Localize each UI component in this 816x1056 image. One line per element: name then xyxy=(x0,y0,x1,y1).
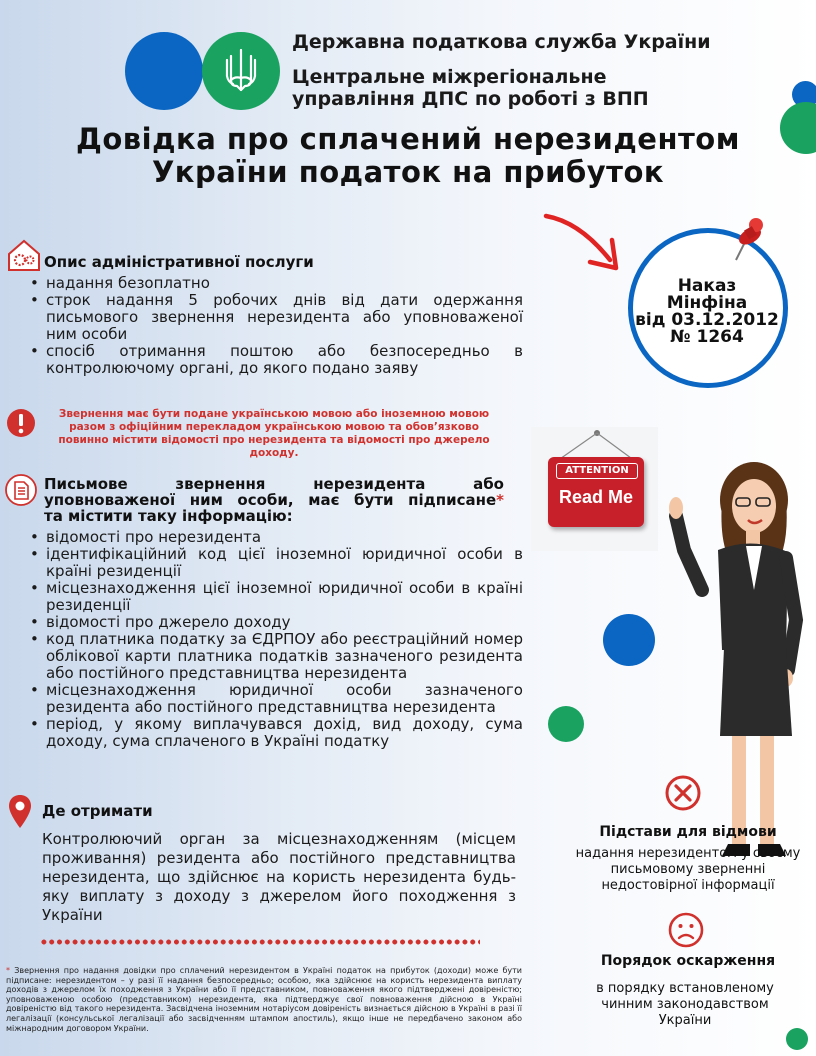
deco-blue-circle-mid xyxy=(603,614,655,666)
list-item: • відомості про джерело доходу xyxy=(46,614,523,631)
list-item: • відомості про нерезидента xyxy=(46,529,523,546)
page-title-line2: України податок на прибуток xyxy=(151,155,665,189)
footnote xyxy=(6,966,522,1033)
red-arrow-icon xyxy=(540,210,630,282)
businesswoman-illustration xyxy=(662,440,812,880)
order-line1: Наказ xyxy=(677,276,737,296)
application-heading-line1: Письмове звернення нерезидента або xyxy=(44,475,504,493)
refusal-heading: Підстави для відмови xyxy=(599,824,777,840)
gears-house-icon xyxy=(6,238,42,272)
appeal-text: в порядку встановленому чинним законодавством України xyxy=(596,981,774,1028)
list-item: • надання безоплатно xyxy=(46,275,523,292)
warning-text: Звернення має бути подане українською мовою або іноземною мовою разом з офіційним перекладом українською мовою та обов’язково повинно містити відомості про нерезидента та відомості про джерело доходу. xyxy=(58,408,490,459)
order-reference xyxy=(616,278,798,346)
cross-circle-icon xyxy=(664,774,702,812)
application-heading xyxy=(44,476,504,524)
order-line3: від 03.12.2012 xyxy=(635,310,779,330)
where-heading: Де отримати xyxy=(42,802,153,820)
read-me-label: Read Me xyxy=(558,487,634,507)
order-line4: № 1264 xyxy=(670,327,744,347)
list-item: • ідентифікаційний код цієї іноземної юридичної особи в країні резиденції xyxy=(46,546,523,580)
required-star: * xyxy=(496,491,504,509)
trident-icon xyxy=(202,32,280,110)
sad-face-icon xyxy=(668,912,704,948)
footnote-star: * xyxy=(6,966,10,975)
page-title-line1: Довідка про сплачений нерезидентом xyxy=(76,122,740,156)
service-heading: Опис адміністративної послуги xyxy=(44,253,314,271)
attention-label: ATTENTION xyxy=(556,463,638,479)
where-text: Контролюючий орган за місцезнаходженням (місцем проживання) резидента або постійного представництва нерезидента, що здійснює на користь нерезидента будь-яку виплату з доходу з джерелом його походження з України xyxy=(42,830,516,924)
logo-green-circle xyxy=(202,32,280,110)
appeal-heading: Порядок оскарження xyxy=(600,953,776,969)
refusal-text: надання нерезидентом у своєму письмовому зверненні недостовірної інформації xyxy=(575,846,801,893)
application-heading-line3: та містити таку інформацію: xyxy=(44,507,293,525)
list-item: • період, у якому виплачувався дохід, вид доходу, сума доходу, сума сплаченого в Україні податку xyxy=(46,716,523,750)
list-item: • спосіб отримання поштою або безпосередньо в контролюючому органі, до якого подано заяву xyxy=(46,343,523,377)
deco-green-circle-mid xyxy=(548,706,584,742)
document-icon xyxy=(5,474,37,506)
order-line2: Мінфіна xyxy=(666,293,748,313)
footnote-text: Звернення про надання довідки про сплачений нерезидентом в Україні податок на прибуток (доходи) може бути підписане: нерезидентом – у разі її надання безпосередньо; особою, яка здійснює на користь нерезидента виплату доходів з джерелом їх походження з України або її представником, повноваження якого підтверджені довіреністю; уповноваженою особою (представником) нерезидента, яка підтверджує свої повноваження дійсною в Україні довіреністю від такого нерезидента. Засвідчена іноземним нотаріусом довіреність визнається дійсною в Україні в разі її легалізації (консульської легалізації або засвідченням штампом апостиль), якщо інше не передбачено законом або міжнародним договором України. xyxy=(6,966,522,1033)
location-pin-icon xyxy=(8,794,32,830)
exclamation-icon xyxy=(6,408,36,438)
application-list xyxy=(26,529,523,750)
dept-name-line2: управління ДПС по роботі з ВПП xyxy=(292,88,649,110)
attention-sign-card xyxy=(531,427,658,551)
logo-blue-circle xyxy=(125,32,203,110)
deco-green-circle-bottom xyxy=(786,1028,808,1050)
attention-sign xyxy=(548,457,644,527)
dotted-divider xyxy=(40,938,480,946)
application-heading-line2: уповноваженої ним особи, має бути підписане* xyxy=(44,491,504,509)
org-name: Державна податкова служба України xyxy=(292,31,711,53)
list-item: • код платника податку за ЄДРПОУ або реєстраційний номер облікової карти платника податків зазначеного резидента або постійного представництва нерезидента xyxy=(46,631,523,682)
list-item: • місцезнаходження юридичної особи зазначеного резидента або постійного представництва нерезидента xyxy=(46,682,523,716)
dept-name-line1: Центральне міжрегіональне xyxy=(292,66,607,88)
push-pin-icon xyxy=(730,214,770,264)
service-list xyxy=(26,275,523,377)
list-item: • строк надання 5 робочих днів від дати одержання письмового звернення нерезидента або уповноваженої ним особи xyxy=(46,292,523,343)
list-item: • місцезнаходження цієї іноземної юридичної особи в країні резиденції xyxy=(46,580,523,614)
